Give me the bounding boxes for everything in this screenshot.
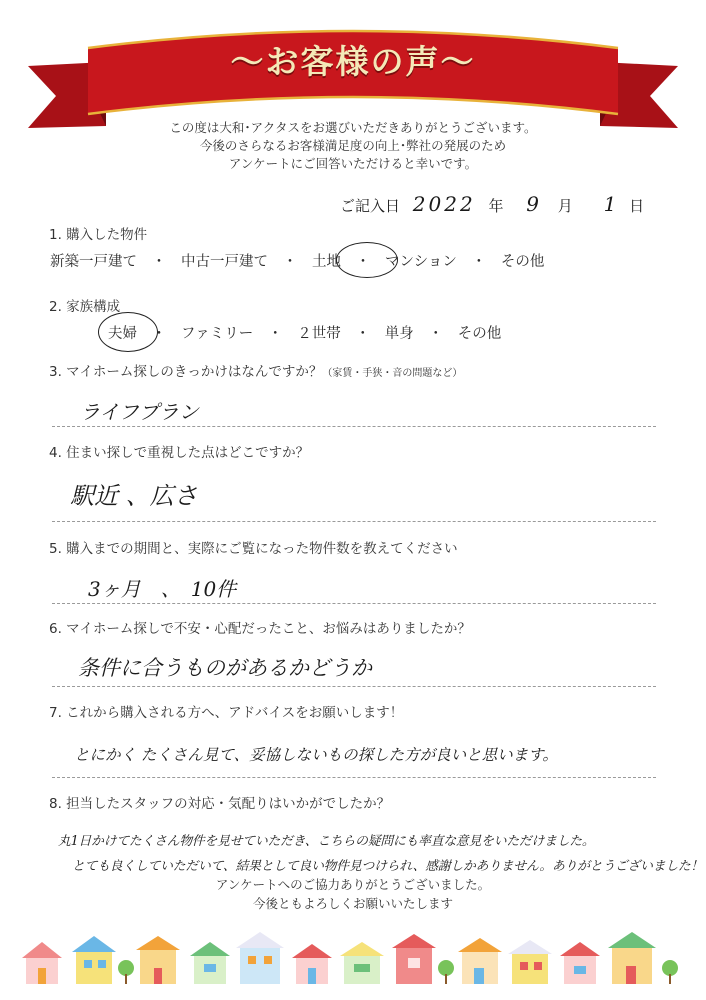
- question-4-label: 4. 住まい探しで重視した点はどこですか？: [49, 445, 310, 461]
- house-icon: [392, 934, 436, 984]
- selected-circle-land: [336, 242, 398, 278]
- option-family: ファミリー: [181, 326, 254, 342]
- date-year: 2022: [412, 192, 476, 216]
- intro-line-3: アンケートにご回答いただけると幸いです。: [228, 156, 478, 171]
- divider: [52, 603, 656, 604]
- house-icon: [560, 942, 600, 984]
- tree-icon: [118, 960, 134, 984]
- date-year-unit: 年: [488, 197, 504, 215]
- answer-8-line-1: 丸1日かけてたくさん物件を見せていただき、こちらの疑問にも率直な意見をいただけました。: [58, 834, 595, 849]
- option-other-2: その他: [457, 326, 502, 342]
- question-2-options: 夫婦 ・ ファミリー ・ ２世帯 ・ 単身 ・ その他: [108, 322, 501, 343]
- date-day-unit: 日: [629, 197, 645, 215]
- divider: [52, 521, 656, 522]
- date-month-unit: 月: [557, 197, 573, 215]
- option-other: その他: [500, 254, 545, 270]
- answer-6: 条件に合うものがあるかどうか: [78, 656, 372, 680]
- closing-text: 今後ともよろしくお願いいたします: [252, 896, 453, 911]
- house-icon: [190, 942, 230, 984]
- house-icon: [340, 942, 384, 984]
- thanks-text: アンケートへのご協力ありがとうございました。: [215, 877, 491, 892]
- answer-8-line-2: とても良くしていただいて、結果として良い物件見つけられ、感謝しかありません。ありがとうございました！: [72, 859, 704, 874]
- house-icon: [608, 932, 656, 984]
- option-single: 単身: [384, 326, 414, 342]
- question-2-label: 2. 家族構成: [49, 299, 121, 315]
- divider: [52, 426, 656, 427]
- date-label: ご記入日: [340, 197, 401, 215]
- selected-circle-couple: [98, 312, 158, 352]
- answer-3: ライフプラン: [80, 400, 199, 424]
- house-icon: [72, 936, 116, 984]
- intro-line-2: 今後のさらなるお客様満足度の向上･弊社の発展のため: [199, 138, 507, 153]
- house-icon: [508, 940, 552, 984]
- page-title: ～お客様の声～: [230, 42, 476, 81]
- question-5-label: 5. 購入までの期間と、実際にご覧になった物件数を教えてください: [49, 541, 458, 557]
- entry-date: [340, 192, 644, 216]
- option-couple: 夫婦: [108, 326, 137, 342]
- question-1-options: 新築一戸建て ・ 中古一戸建て ・ 土地 ・ マンション ・ その他: [50, 250, 544, 271]
- date-month: 9: [526, 192, 540, 216]
- tree-icon: [438, 960, 454, 984]
- option-land: 土地: [312, 254, 341, 270]
- question-6-label: 6. マイホーム探しで不安・心配だったこと、お悩みはありましたか？: [49, 621, 471, 637]
- answer-4: 駅近 、広さ: [70, 482, 198, 510]
- answer-5: 3ヶ月 、 10件: [88, 577, 237, 601]
- intro-line-1: この度は大和･アクタスをお選びいただきありがとうございます。: [169, 120, 537, 135]
- question-7-label: 7. これから購入される方へ、アドバイスをお願いします！: [49, 705, 404, 721]
- divider: [52, 777, 656, 778]
- house-icon: [136, 936, 180, 984]
- question-3-note: （家賃・手狭・音の問題など）: [322, 368, 463, 379]
- houses-illustration: [14, 928, 694, 988]
- house-icon: [236, 932, 284, 984]
- option-new-house: 新築一戸建て: [50, 254, 137, 270]
- date-day: 1: [603, 192, 617, 216]
- tree-icon: [662, 960, 678, 984]
- question-1-label: 1. 購入した物件: [49, 227, 148, 243]
- question-3-text: 3. マイホーム探しのきっかけはなんですか？: [49, 364, 323, 380]
- answer-7: とにかく たくさん見て、妥協しないもの探した方が良いと思います。: [74, 746, 558, 764]
- question-8-label: 8. 担当したスタッフの対応・気配りはいかがでしたか？: [49, 796, 391, 812]
- divider: [52, 686, 656, 687]
- option-used-house: 中古一戸建て: [181, 254, 268, 270]
- house-icon: [22, 942, 62, 984]
- question-3-label: [49, 360, 462, 380]
- option-two-generation: ２世帯: [297, 326, 341, 342]
- house-icon: [292, 944, 332, 984]
- option-mansion: マンション: [385, 254, 457, 270]
- house-icon: [458, 938, 502, 984]
